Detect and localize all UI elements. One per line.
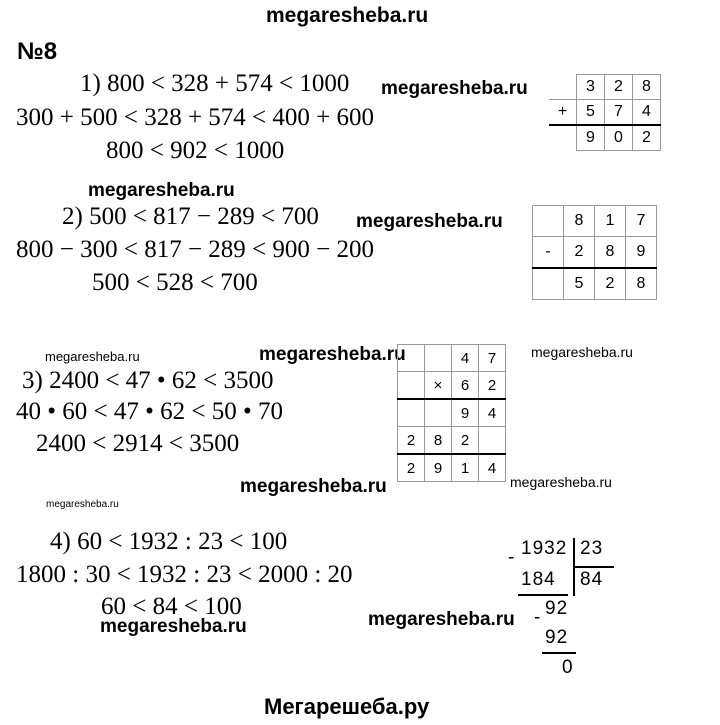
watermark: megaresheba.ru	[356, 211, 503, 232]
watermark: megaresheba.ru	[531, 344, 633, 360]
part3-line3: 2400 < 2914 < 3500	[36, 430, 240, 457]
watermark: megaresheba.ru	[46, 499, 119, 510]
part1-line3: 800 < 902 < 1000	[106, 137, 285, 164]
subtraction-grid: 8 1 7 - 2 8 9 5 2 8	[532, 205, 657, 300]
underline-2	[542, 652, 576, 654]
watermark: megaresheba.ru	[259, 344, 406, 365]
watermark: megaresheba.ru	[88, 180, 235, 201]
part4-line3: 60 < 84 < 100	[101, 593, 242, 620]
part4-line2: 1800 : 30 < 1932 : 23 < 2000 : 20	[16, 561, 353, 588]
divisor: 23	[580, 538, 604, 559]
quotient: 84	[580, 569, 604, 590]
addition-grid: 3 2 8 + 5 7 4 9 0 2	[549, 74, 661, 151]
dividend: 1932	[521, 538, 568, 559]
second-subtrahend: 92	[545, 627, 569, 648]
watermark: megaresheba.ru	[368, 609, 515, 630]
part1-line2: 300 + 500 < 328 + 574 < 400 + 600	[16, 104, 374, 131]
watermark: megaresheba.ru	[100, 616, 247, 637]
first-subtrahend: 184	[521, 569, 556, 590]
problem-number: №8	[17, 38, 58, 65]
part3-line1: 3) 2400 < 47 • 62 < 3500	[22, 367, 274, 394]
part2-line1: 2) 500 < 817 − 289 < 700	[62, 203, 319, 230]
minus-sign: -	[533, 237, 564, 269]
division-minus-2: -	[534, 607, 542, 628]
part2-line2: 800 − 300 < 817 − 289 < 900 − 200	[16, 236, 374, 263]
part1-line1: 1) 800 < 328 + 574 < 1000	[80, 70, 350, 97]
part2-line3: 500 < 528 < 700	[92, 269, 258, 296]
part3-line2: 40 • 60 < 47 • 62 < 50 • 70	[16, 398, 283, 425]
watermark: megaresheba.ru	[45, 349, 140, 364]
first-remainder: 92	[545, 598, 569, 619]
header-site: megaresheba.ru	[266, 4, 429, 27]
multiplication-grid: 4 7 × 6 2 9 4 2 8 2 2 9 1 4	[397, 344, 506, 482]
watermark: megaresheba.ru	[240, 476, 387, 497]
watermark: megaresheba.ru	[510, 474, 612, 490]
final-remainder: 0	[562, 657, 574, 678]
divider-line-horizontal	[574, 566, 614, 568]
watermark: megaresheba.ru	[381, 78, 528, 99]
plus-sign: +	[549, 100, 577, 126]
footer-site: Мегарешеба.ру	[264, 694, 430, 719]
underline-1	[518, 594, 568, 596]
part4-line1: 4) 60 < 1932 : 23 < 100	[50, 528, 288, 555]
times-sign: ×	[425, 372, 452, 400]
division-minus-1: -	[508, 547, 516, 568]
